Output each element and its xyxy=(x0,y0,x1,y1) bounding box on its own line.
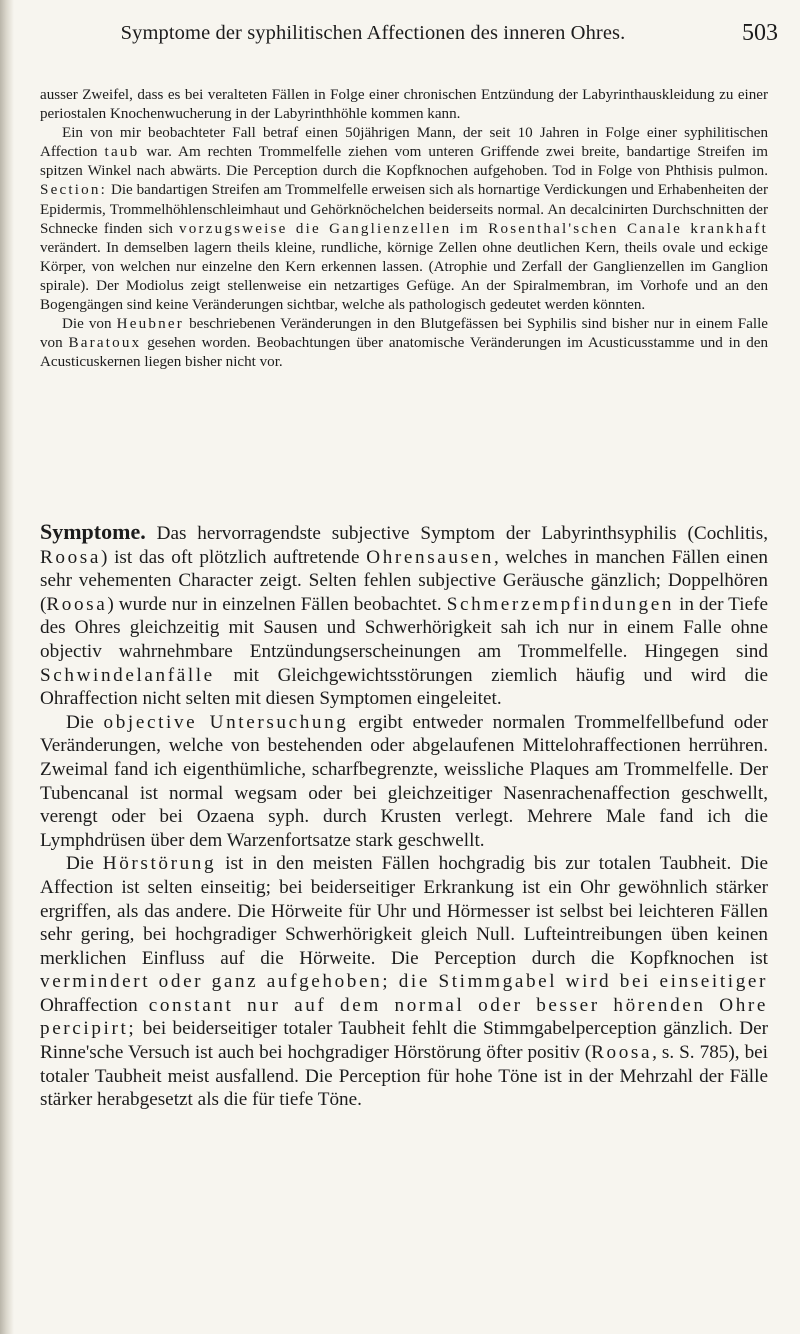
paragraph-symptoms: Symptome. Das hervorragendste subjective Symptom der Labyrinthsyphilis (Cochlitis, Roosa) ist das oft plötzlich auftretende Ohrensausen, welches in manchen Fällen einen sehr vehementen Character zeigt. Selten fehlen subjective Geräusche gänzlich; Doppelhören (Roosa) wurde nur in einzelnen Fällen beobachtet. Schmerzempfindungen in der Tiefe des Ohres gleichzeitig mit Sausen und Schwerhörigkeit sah ich nur in einem Falle ohne objectiv wahrnehmbare Entzündungserscheinungen am Trommelfelle. Hingegen sind Schwindelanfälle mit Gleichgewichtsstörungen ziemlich häufig und wird die Ohraffection nicht selten mit diesen Symptomen eingeleitet. xyxy=(40,519,768,710)
author-name: Roosa xyxy=(591,1042,653,1064)
page-header xyxy=(58,22,778,62)
author-name: Heubner xyxy=(116,316,184,333)
paragraph-hearing-disorder: Die Hörstörung ist in den meisten Fällen hochgradig bis zur totalen Taubheit. Die Affection ist selten einseitig; bei beiderseitiger Erkrankung ist ein Ohr gewöhnlich stärker ergriffen, als das andere. Die Hörweite für Uhr und Hörmesser ist selbst bei leichteren Fällen sehr gering, bei hochgradiger Schwerhörigkeit gleich Null. Lufteintreibungen üben keinen merklichen Einfluss auf die Hörweite. Die Perception durch die Kopfknochen ist vermindert oder ganz aufgehoben; die Stimmgabel wird bei einseitiger Ohraffection constant nur auf dem normal oder besser hörenden Ohre percipirt; bei beiderseitiger totaler Taubheit fehlt die Stimmgabelperception gänzlich. Der Rinne'sche Versuch ist auch bei hochgradiger Hörstörung öfter positiv (Roosa, s. S. 785), bei totaler Taubheit meist ausfallend. Die Perception für hohe Töne ist in der Mehrzahl der Fälle stärker herabgesetzt als die für tiefe Töne. xyxy=(40,853,769,1111)
spaced-emphasis: vorzugsweise die Ganglienzellen im Rosenthal'schen Canale krankhaft xyxy=(178,220,768,237)
spaced-emphasis: objective Untersuchung xyxy=(103,711,349,733)
author-name: Baratoux xyxy=(68,335,142,352)
paragraph-continuation: ausser Zweifel, dass es bei veralteten Fällen in Folge einer chronischen Entzündung der Labyrinthauskleidung zu einer periostalen Knochenwucherung in der Labyrinthhöhle kommen kann. xyxy=(40,87,768,123)
spaced-emphasis: vermindert oder ganz aufgehoben; die Stimmgabel wird bei einseitiger xyxy=(40,971,768,993)
spaced-emphasis: Hörstörung xyxy=(102,853,217,875)
spaced-emphasis: taub xyxy=(104,144,140,161)
paragraph-objective-examination: Die objective Untersuchung ergibt entweder normalen Trommelfellbefund oder Veränderungen, welche von bestehenden oder abgelaufenen Mittelohraffectionen herrühren. Zweimal fand ich eigenthümliche, scharfbegrenzte, weissliche Plaques am Trommelfelle. Der Tubencanal ist normal wegsam oder bei gleichzeitiger Nasenrachenaffection geschwellt, verengt oder bei Ozaena syph. durch Krusten verlegt. Mehrere Male fand ich die Lymphdrüsen über dem Warzenfortsatze stark geschwellt. xyxy=(40,711,769,851)
spaced-emphasis: constant nur auf dem normal oder besser hörenden Ohre percipirt; xyxy=(40,994,769,1040)
author-name: Roosa xyxy=(40,546,101,568)
spaced-emphasis: Section: xyxy=(40,182,108,199)
page-number: 503 xyxy=(742,20,778,46)
spaced-emphasis: Schmerzempfindungen xyxy=(446,593,675,615)
paragraph-blood-vessels: Die von Heubner beschriebenen Veränderungen in den Blutgefässen bei Syphilis sind bisher nur in einem Falle von Baratoux gesehen worden. Beobachtungen über anatomische Veränderungen im Acusticusstamme und in den Acusticuskernen liegen bisher nicht vor. xyxy=(40,316,769,371)
spaced-emphasis: Ohrensausen xyxy=(366,546,494,568)
author-name: Roosa xyxy=(46,593,108,615)
running-title: Symptome der syphilitischen Affectionen des inneren Ohres. xyxy=(120,22,626,44)
spaced-emphasis: Schwindelanfälle xyxy=(40,664,215,686)
small-print-block xyxy=(40,86,768,372)
page-gutter-shadow xyxy=(0,0,14,1334)
section-heading: Symptome. xyxy=(40,519,146,544)
main-text-block xyxy=(40,520,768,1112)
paragraph-case-report: Ein von mir beobachteter Fall betraf einen 50jährigen Mann, der seit 10 Jahren in Folge einer syphilitischen Affection taub war. Am rechten Trommelfelle ziehen vom unteren Griffende zwei breite, bandartige Streifen im spitzen Winkel nach abwärts. Die Perception durch die Kopfknochen aufgehoben. Tod in Folge von Phthisis pulmon. Section: Die bandartigen Streifen am Trommelfelle erweisen sich als hornartige Verdickungen und Erhabenheiten der Epidermis, Trommelhöhlenschleimhaut und Gehörknöchelchen beiderseits normal. An decalcinirten Durchschnitten der Schnecke finden sich vorzugsweise die Ganglienzellen im Rosenthal'schen Canale krankhaft verändert. In demselben lagern theils kleine, rundliche, körnige Zellen ohne deutlichen Kern, theils ovale und eckige Körper, von welchen nur einzelne den Kern erkennen lassen. (Atrophie und Zerfall der Ganglienzellen im Ganglion spirale). Der Modiolus zeigt stellenweise ein netzartiges Gefüge. An der Spiralmembran, im Vorhofe und an den Bogengängen sind keine Veränderungen sichtbar, welche als pathologisch gedeutet werden könnten. xyxy=(40,125,768,314)
